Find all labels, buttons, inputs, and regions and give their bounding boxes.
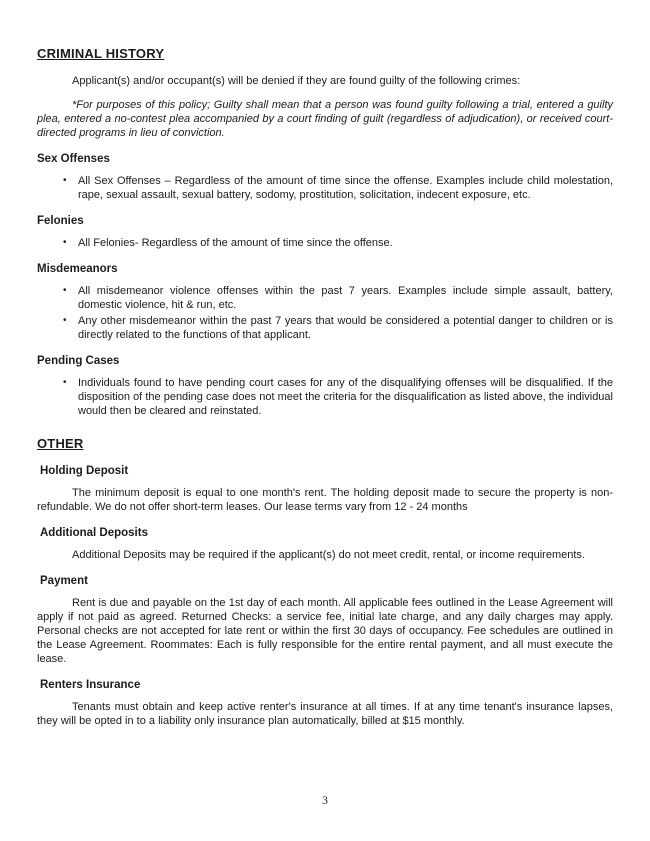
misdemeanors-bullet-list <box>37 284 613 342</box>
additional-deposits-paragraph: Additional Deposits may be required if the applicant(s) do not meet credit, rental, or income requirements. <box>72 549 585 561</box>
bullet-item: • Individuals found to have pending court cases for any of the disqualifying offenses will be disqualified. If the disposition of the pending case does not meet the criteria for the disqualification as listed above, the individual would then be cleared and reinstated. <box>78 376 613 418</box>
subheading-misdemeanors: Misdemeanors <box>37 263 118 275</box>
subheading-sex-offenses: Sex Offenses <box>37 153 110 165</box>
subheading-additional-deposits: Additional Deposits <box>40 527 148 539</box>
payment-paragraph: Rent is due and payable on the 1st day of each month. All applicable fees outlined in the Lease Agreement will apply if not paid as agreed. Returned Checks: a service fee, initial late charge, and any daily charges may apply. Personal checks are not accepted for late rent or within the first 30 days of occupancy. Fee schedules are outlined in the Lease Agreement. Roommates: Each is fully responsible for the entire rental payment, and all must execute the lease. <box>37 597 613 665</box>
subheading-pending-cases: Pending Cases <box>37 355 120 367</box>
page-number: 3 <box>322 793 328 807</box>
felonies-bullet-list <box>37 236 613 250</box>
subheading-payment: Payment <box>40 575 88 587</box>
sex-offenses-bullet-list <box>37 174 613 202</box>
subheading-holding-deposit: Holding Deposit <box>40 465 129 477</box>
bullet-item: • All Felonies- Regardless of the amount of time since the offense. <box>78 236 613 250</box>
holding-deposit-paragraph: The minimum deposit is equal to one month's rent. The holding deposit made to secure the property is non- refundable. We do not offer short-term leases. Our lease terms vary from 12 - 24 months <box>37 487 613 513</box>
subheading-renters-insurance: Renters Insurance <box>40 679 141 691</box>
bullet-item: • Any other misdemeanor within the past 7 years that would be considered a potential danger to children or is directly related to the functions of that applicant. <box>78 314 613 342</box>
section-heading-other: OTHER <box>37 436 84 451</box>
guilty-policy-note-paragraph: *For purposes of this policy; Guilty shall mean that a person was found guilty following a trial, entered a guilty plea, entered a no-contest plea accompanied by a court finding of guilt (regardless of adjudication), or received court-directed programs in lieu of conviction. <box>37 99 613 139</box>
pending-cases-bullet-list <box>37 376 613 418</box>
renters-insurance-paragraph: Tenants must obtain and keep active renter's insurance at all times. If at any time tenant's insurance lapses, they will be opted in to a liability only insurance plan automatically, billed at $15 monthly. <box>37 701 613 727</box>
bullet-item: • All Sex Offenses – Regardless of the amount of time since the offense. Examples include child molestation, rape, sexual assault, sexual battery, sodomy, prostitution, solicitation, indecent exposure, etc. <box>78 174 613 202</box>
section-heading-criminal-history: CRIMINAL HISTORY <box>37 46 165 61</box>
bullet-item: • All misdemeanor violence offenses within the past 7 years. Examples include simple assault, battery, domestic violence, hit & run, etc. <box>78 284 613 312</box>
criminal-history-intro-paragraph: Applicant(s) and/or occupant(s) will be denied if they are found guilty of the following crimes: <box>72 75 521 87</box>
subheading-felonies: Felonies <box>37 215 84 227</box>
